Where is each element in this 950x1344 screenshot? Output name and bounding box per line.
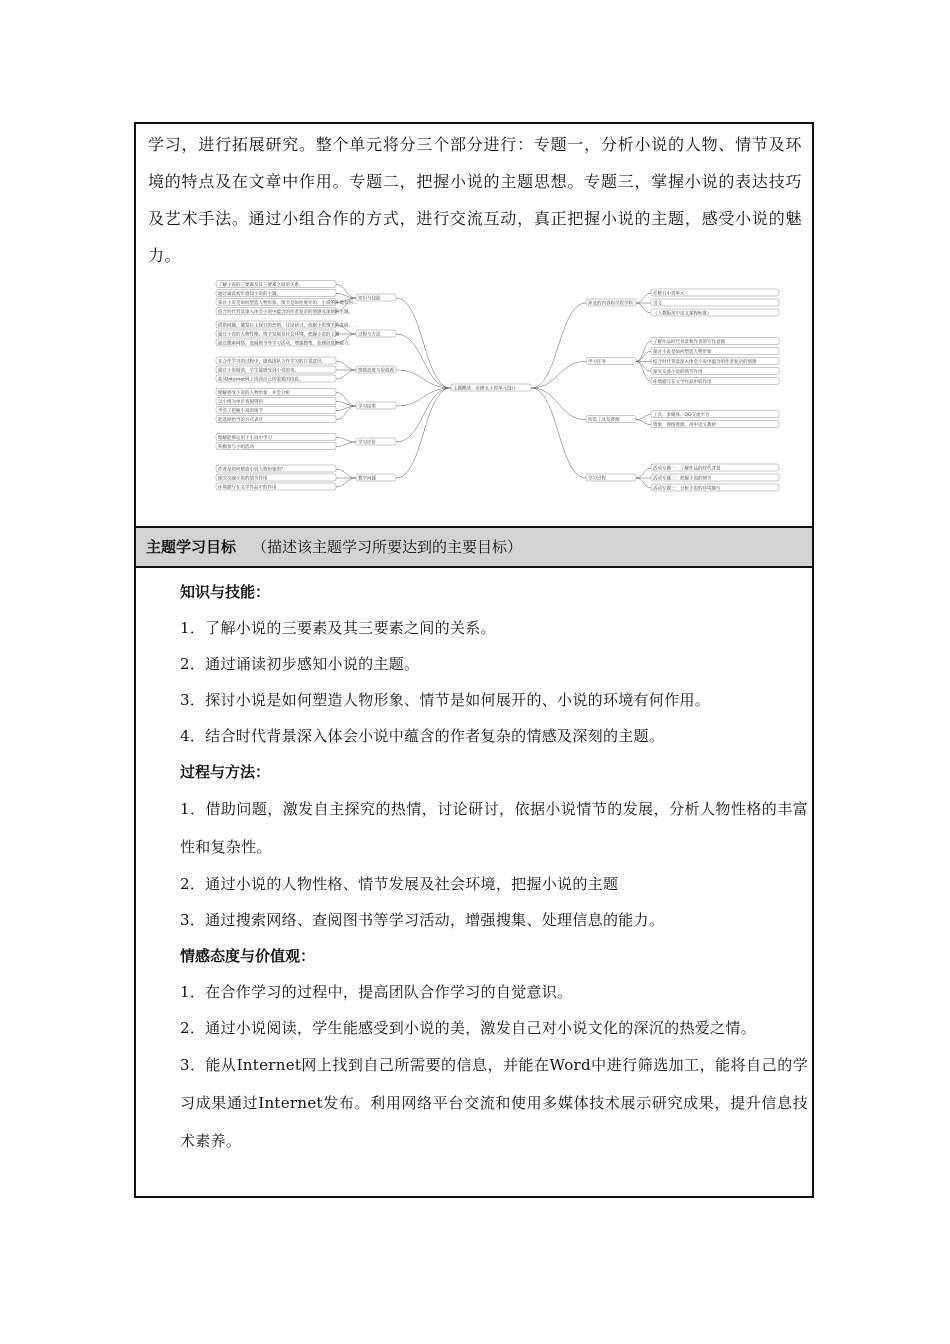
- emotion-item: 2．通过小说阅读，学生能感受到小说的美，激发自己对小说文化的深沉的热爱之情。: [180, 1019, 756, 1037]
- mind-map-center: [451, 384, 531, 392]
- emotion-heading: 情感态度与价值观：: [180, 947, 316, 965]
- mind-map-branch: [356, 474, 396, 482]
- svg-text:情感态度与价值观: 情感态度与价值观: [358, 368, 394, 374]
- mind-map-leaf: [651, 337, 779, 345]
- mind-map-leaf: [651, 484, 779, 492]
- mind-map-leaf: [216, 483, 336, 491]
- knowledge-item: 2．通过诵读初步感知小说的主题。: [180, 655, 420, 673]
- mind-map-leaf: [216, 339, 353, 347]
- svg-text:通过小说的人物性格、情节发展及社会环境，把握小说的主题: 通过小说的人物性格、情节发展及社会环境，把握小说的主题: [218, 332, 340, 338]
- section-header: [136, 526, 812, 568]
- svg-text:环境描写在文学作品中的作用: 环境描写在文学作品中的作用: [653, 379, 712, 385]
- mind-map-leaf: [216, 290, 336, 298]
- svg-text:学会了把握小说的情节: 学会了把握小说的情节: [218, 409, 263, 414]
- knowledge-item: 3．探讨小说是如何塑造人物形象、情节是如何展开的、小说的环境有何作用。: [180, 691, 711, 709]
- process-item: 3．通过搜索网络、查阅图书等学习活动，增强搜集、处理信息的能力。: [180, 911, 665, 929]
- mind-map-leaf: [651, 289, 779, 297]
- svg-text:了解作品时代背景和作者的写作意图: 了解作品时代背景和作者的写作意图: [653, 339, 725, 345]
- knowledge-item: 4．结合时代背景深入体会小说中蕴含的作者复杂的情感及深刻的主题。: [180, 727, 665, 745]
- svg-text:活动专题三：分析小说的环境描写: 活动专题三：分析小说的环境描写: [653, 486, 721, 492]
- emotion-item: 3．能从Internet网上找到自己所需要的信息，并能在Word中进行筛选加工，能将自己的学习成果通过Internet发布。利用网络平台交流和使用多媒体技术展示研究成果，提升信息技术素养。: [180, 1056, 808, 1150]
- svg-text:所需工具及资源: 所需工具及资源: [588, 418, 620, 424]
- section-description: （描述该主题学习所要达到的主要目标）: [252, 538, 523, 556]
- mind-map-leaf: [216, 407, 336, 415]
- table-frame: [134, 122, 814, 1198]
- svg-text:学习评价: 学习评价: [358, 440, 376, 446]
- svg-text:活动专题一：了解作品的时代背景: 活动专题一：了解作品的时代背景: [653, 466, 721, 472]
- knowledge-heading: 知识与技能：: [180, 583, 271, 601]
- svg-text:能从Internet网上找到自己所需要的信息。: 能从Internet网上找到自己所需要的信息。: [218, 377, 304, 383]
- mind-map-leaf: [216, 465, 336, 473]
- mind-map-branch: [356, 366, 396, 374]
- mind-map-leaf: [651, 377, 779, 385]
- svg-text:探讨小说是如何塑造人物形象、情节是如何展开的、小说的环境有何: 探讨小说是如何塑造人物形象、情节是如何展开的、小说的环境有何…: [218, 301, 358, 306]
- mind-map-branch: [586, 299, 636, 307]
- mind-map-leaf: [216, 398, 336, 406]
- section-title: 主题学习目标: [146, 538, 237, 556]
- mind-map-image: [196, 278, 786, 498]
- svg-text:学习结果: 学习结果: [358, 404, 376, 410]
- mind-map-branch: [356, 330, 396, 338]
- svg-text:过程与方法: 过程与方法: [358, 332, 381, 338]
- svg-text:必修五小说单元: 必修五小说单元: [653, 291, 685, 297]
- svg-text:在合作学习的过程中，提高团队合作学习的自觉意识。: 在合作学习的过程中，提高团队合作学习的自觉意识。: [218, 359, 326, 365]
- mind-map-leaf: [216, 357, 336, 365]
- mind-map-branch: [586, 474, 636, 482]
- svg-text:通过诵读初步感知小说的主题。: 通过诵读初步感知小说的主题。: [218, 292, 281, 297]
- mind-map-leaf: [216, 330, 340, 338]
- mind-map-leaf: [651, 411, 779, 419]
- svg-text:了解小说的三要素及其三要素之间的关系。: 了解小说的三要素及其三要素之间的关系。: [218, 283, 304, 288]
- svg-text:环境描写在文学作品中的作用: 环境描写在文学作品中的作用: [218, 485, 277, 491]
- svg-text:理解感受小说的人物形象，并会分析: 理解感受小说的人物形象，并会分析: [218, 391, 290, 396]
- mind-map-branch: [586, 357, 636, 365]
- mind-map-leaf: [216, 443, 336, 451]
- mind-map-leaf: [216, 474, 336, 482]
- mind-map-branch: [356, 294, 396, 302]
- mind-map-leaf: [651, 474, 779, 482]
- svg-text:教学问题: 教学问题: [358, 476, 376, 482]
- mind-map-leaf: [216, 434, 336, 442]
- svg-text:涉及的内容和学段学科: 涉及的内容和学段学科: [588, 301, 633, 307]
- svg-text:能选择恰当的方式表达: 能选择恰当的方式表达: [218, 418, 263, 423]
- svg-text:《人教版高中语文课程标准》: 《人教版高中语文课程标准》: [653, 311, 712, 317]
- svg-text:学习任务: 学习任务: [588, 359, 606, 365]
- mind-map-leaf: [216, 389, 336, 397]
- svg-text:语文: 语文: [653, 301, 662, 307]
- svg-text:活动专题二：把握小说的情节: 活动专题二：把握小说的情节: [653, 476, 712, 482]
- svg-text:探讨小说是如何塑造人物形象: 探讨小说是如何塑造人物形象: [653, 349, 712, 355]
- svg-text:结合时代背景深入体会小说中蕴含的作者复杂的情感及深刻的主题。: 结合时代背景深入体会小说中蕴含的作者复杂的情感及深刻的主题。: [218, 310, 353, 315]
- svg-text:探究交流小说的情节作用: 探究交流小说的情节作用: [218, 476, 268, 482]
- knowledge-item: 1．了解小说的三要素及其三要素之间的关系。: [180, 619, 496, 637]
- svg-text:知识与技能: 知识与技能: [358, 296, 381, 302]
- svg-text:借助问题，激发自主探究的热情，讨论研讨，依据小说情节的发展，: 借助问题，激发自主探究的热情，讨论研讨，依据小说情节的发展，…: [218, 323, 358, 329]
- mind-map-leaf: [651, 367, 779, 375]
- mind-map-leaf: [651, 299, 779, 307]
- mind-map-leaf: [216, 416, 336, 424]
- mind-map-branch: [586, 416, 636, 424]
- mind-map-leaf: [216, 299, 358, 307]
- mind-map-leaf: [651, 309, 779, 317]
- mind-map-leaf: [651, 347, 779, 355]
- svg-text:主题概述：必修五小说单元设计: 主题概述：必修五小说单元设计: [453, 386, 516, 392]
- svg-text:探究交流小说的情节作用: 探究交流小说的情节作用: [653, 369, 703, 375]
- mind-map-leaf: [216, 366, 336, 374]
- mind-map-leaf: [651, 421, 779, 429]
- intro-paragraph: 学习，进行拓展研究。整个单元将分三个部分进行：专题一，分析小说的人物、情节及环境的特点及在文章中作用。专题二，把握小说的主题思想。专题三，掌握小说的表达技巧及艺术手法。通过小组合作的方式，进行交流互动，真正把握小说的主题，感受小说的魅力。: [148, 135, 802, 265]
- mind-map-leaf: [216, 281, 336, 289]
- svg-text:理解能够运用于小说中学习: 理解能够运用于小说中学习: [218, 436, 272, 441]
- mind-map-leaf: [651, 357, 779, 365]
- mind-map-branch: [356, 402, 396, 410]
- process-heading: 过程与方法：: [180, 763, 271, 781]
- svg-text:学习过程: 学习过程: [588, 476, 606, 482]
- mind-map-leaf: [651, 464, 779, 472]
- mind-map-leaf: [216, 375, 336, 383]
- svg-text:作者是如何塑造小说人物形象的？: 作者是如何塑造小说人物形象的？: [218, 467, 286, 473]
- svg-text:结合时代背景深入体会小说中蕴含的作者复杂的情感: 结合时代背景深入体会小说中蕴含的作者复杂的情感: [653, 359, 757, 365]
- svg-text:通过搜索网络、查阅图书等学习活动，增强搜集、处理信息的能力。: 通过搜索网络、查阅图书等学习活动，增强搜集、处理信息的能力。: [218, 341, 353, 347]
- svg-text:积极参与小组活动: 积极参与小组活动: [218, 445, 254, 450]
- process-item: 1．借助问题，激发自主探究的热情，讨论研讨，依据小说情节的发展，分析人物性格的丰富性和复杂性。: [180, 800, 808, 856]
- goals-content: [148, 574, 808, 1160]
- svg-text:以小组为单位查阅资料: 以小组为单位查阅资料: [218, 400, 263, 405]
- mind-map-branch: [356, 438, 396, 446]
- svg-text:资源：网络资源、高中语文教材: 资源：网络资源、高中语文教材: [653, 423, 716, 429]
- svg-text:通过小说阅读，学生能感受到小说的美。: 通过小说阅读，学生能感受到小说的美。: [218, 368, 299, 374]
- mind-map-leaf: [216, 321, 358, 329]
- svg-text:工具：多媒体、QQ交流平台: 工具：多媒体、QQ交流平台: [653, 413, 710, 419]
- process-item: 2．通过小说的人物性格、情节发展及社会环境，把握小说的主题: [180, 875, 619, 893]
- mind-map-leaf: [216, 308, 353, 316]
- emotion-item: 1．在合作学习的过程中，提高团队合作学习的自觉意识。: [180, 983, 573, 1001]
